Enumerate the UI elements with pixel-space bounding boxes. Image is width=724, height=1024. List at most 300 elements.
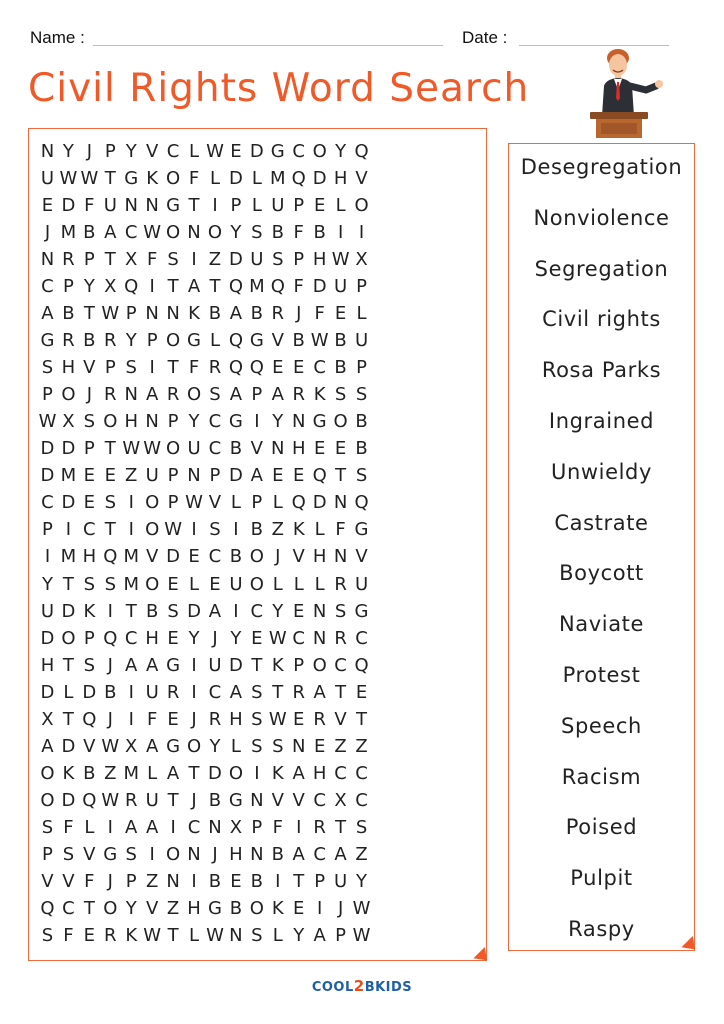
- grid-letter[interactable]: L: [272, 924, 283, 946]
- grid-letter[interactable]: J: [296, 303, 302, 325]
- grid-letter[interactable]: R: [166, 681, 180, 703]
- grid-letter[interactable]: K: [188, 303, 200, 325]
- grid-letter[interactable]: E: [293, 465, 305, 487]
- grid-letter[interactable]: C: [124, 627, 138, 649]
- grid-letter[interactable]: I: [191, 681, 197, 703]
- grid-letter[interactable]: V: [355, 168, 368, 190]
- grid-letter[interactable]: W: [59, 168, 78, 190]
- grid-letter[interactable]: N: [271, 438, 285, 460]
- grid-letter[interactable]: C: [250, 600, 264, 622]
- grid-letter[interactable]: W: [268, 627, 287, 649]
- grid-letter[interactable]: N: [124, 195, 138, 217]
- grid-letter[interactable]: Y: [230, 627, 242, 649]
- grid-letter[interactable]: T: [104, 168, 116, 190]
- grid-letter[interactable]: N: [166, 870, 180, 892]
- grid-letter[interactable]: F: [146, 708, 158, 730]
- grid-letter[interactable]: Q: [82, 708, 97, 730]
- grid-letter[interactable]: A: [229, 303, 243, 325]
- grid-letter[interactable]: P: [167, 411, 179, 433]
- grid-letter[interactable]: O: [61, 384, 76, 406]
- grid-letter[interactable]: N: [333, 492, 348, 514]
- grid-letter[interactable]: P: [293, 654, 305, 676]
- grid-letter[interactable]: Y: [335, 141, 347, 163]
- grid-letter[interactable]: D: [208, 762, 222, 784]
- grid-letter[interactable]: F: [188, 168, 200, 190]
- grid-letter[interactable]: X: [104, 276, 117, 298]
- grid-letter[interactable]: F: [188, 357, 200, 379]
- grid-letter[interactable]: O: [103, 897, 118, 919]
- grid-letter[interactable]: T: [62, 654, 74, 676]
- grid-letter[interactable]: B: [250, 303, 264, 325]
- grid-letter[interactable]: Q: [82, 789, 97, 811]
- grid-letter[interactable]: C: [313, 843, 326, 865]
- grid-letter[interactable]: P: [251, 384, 263, 406]
- grid-letter[interactable]: R: [292, 384, 305, 406]
- grid-letter[interactable]: S: [251, 708, 263, 730]
- grid-letter[interactable]: S: [41, 357, 54, 379]
- grid-letter[interactable]: R: [104, 924, 117, 946]
- grid-letter[interactable]: O: [145, 573, 160, 595]
- grid-letter[interactable]: Q: [291, 168, 306, 190]
- grid-letter[interactable]: D: [228, 465, 243, 487]
- grid-letter[interactable]: U: [354, 573, 369, 595]
- grid-letter[interactable]: E: [167, 708, 179, 730]
- grid-letter[interactable]: A: [271, 384, 284, 406]
- grid-letter[interactable]: A: [292, 843, 305, 865]
- grid-letter[interactable]: N: [187, 222, 201, 244]
- grid-letter[interactable]: A: [125, 816, 138, 838]
- grid-letter[interactable]: O: [228, 762, 243, 784]
- grid-letter[interactable]: K: [313, 384, 326, 406]
- grid-letter[interactable]: G: [249, 330, 264, 352]
- grid-letter[interactable]: T: [335, 681, 347, 703]
- grid-letter[interactable]: I: [317, 897, 323, 919]
- grid-letter[interactable]: P: [42, 384, 53, 406]
- grid-letter[interactable]: E: [83, 492, 96, 514]
- grid-letter[interactable]: R: [166, 384, 180, 406]
- grid-letter[interactable]: L: [230, 492, 241, 514]
- grid-letter[interactable]: F: [63, 816, 74, 838]
- grid-letter[interactable]: Y: [272, 411, 284, 433]
- grid-letter[interactable]: I: [149, 843, 155, 865]
- grid-letter[interactable]: T: [335, 465, 347, 487]
- grid-letter[interactable]: D: [40, 627, 55, 649]
- grid-letter[interactable]: G: [228, 411, 243, 433]
- grid-letter[interactable]: H: [333, 168, 348, 190]
- grid-letter[interactable]: N: [250, 789, 264, 811]
- grid-letter[interactable]: S: [41, 816, 54, 838]
- grid-letter[interactable]: R: [334, 573, 347, 595]
- grid-letter[interactable]: D: [61, 438, 76, 460]
- grid-letter[interactable]: E: [83, 465, 96, 487]
- grid-letter[interactable]: Y: [125, 330, 137, 352]
- grid-letter[interactable]: N: [145, 411, 159, 433]
- grid-letter[interactable]: D: [312, 492, 327, 514]
- grid-letter[interactable]: R: [62, 330, 75, 352]
- grid-letter[interactable]: A: [166, 762, 180, 784]
- grid-letter[interactable]: D: [228, 654, 243, 676]
- grid-letter[interactable]: A: [145, 816, 159, 838]
- grid-letter[interactable]: F: [293, 276, 304, 298]
- grid-letter[interactable]: T: [209, 276, 221, 298]
- grid-letter[interactable]: L: [189, 924, 200, 946]
- grid-letter[interactable]: W: [101, 735, 120, 757]
- grid-letter[interactable]: Y: [188, 627, 200, 649]
- grid-letter[interactable]: M: [123, 546, 139, 568]
- grid-letter[interactable]: O: [186, 384, 202, 406]
- grid-letter[interactable]: F: [84, 870, 95, 892]
- grid-letter[interactable]: N: [291, 411, 306, 433]
- grid-letter[interactable]: E: [272, 465, 284, 487]
- grid-letter[interactable]: L: [251, 168, 262, 190]
- grid-letter[interactable]: P: [356, 276, 367, 298]
- grid-letter[interactable]: J: [212, 843, 218, 865]
- grid-letter[interactable]: B: [62, 303, 75, 325]
- grid-letter[interactable]: B: [83, 222, 96, 244]
- grid-letter[interactable]: T: [83, 897, 95, 919]
- grid-letter[interactable]: X: [355, 249, 368, 271]
- grid-letter[interactable]: J: [86, 141, 92, 163]
- grid-letter[interactable]: V: [62, 870, 75, 892]
- grid-letter[interactable]: Q: [103, 627, 118, 649]
- grid-letter[interactable]: U: [187, 438, 201, 460]
- grid-letter[interactable]: L: [293, 573, 304, 595]
- grid-letter[interactable]: P: [251, 816, 263, 838]
- grid-letter[interactable]: G: [166, 735, 181, 757]
- grid-letter[interactable]: P: [83, 249, 95, 271]
- grid-letter[interactable]: P: [104, 141, 116, 163]
- grid-letter[interactable]: B: [292, 330, 305, 352]
- grid-letter[interactable]: G: [103, 843, 118, 865]
- grid-letter[interactable]: I: [233, 600, 239, 622]
- grid-letter[interactable]: V: [292, 546, 305, 568]
- grid-letter[interactable]: W: [38, 411, 57, 433]
- grid-letter[interactable]: L: [209, 330, 220, 352]
- grid-letter[interactable]: R: [124, 789, 138, 811]
- grid-letter[interactable]: G: [270, 141, 285, 163]
- grid-letter[interactable]: C: [313, 357, 326, 379]
- grid-letter[interactable]: O: [312, 654, 327, 676]
- grid-letter[interactable]: Y: [62, 141, 74, 163]
- grid-letter[interactable]: F: [84, 195, 95, 217]
- grid-letter[interactable]: K: [271, 654, 284, 676]
- letter-grid[interactable]: [37, 138, 477, 949]
- grid-letter[interactable]: C: [334, 762, 347, 784]
- grid-letter[interactable]: A: [41, 735, 54, 757]
- grid-letter[interactable]: S: [104, 573, 116, 595]
- grid-letter[interactable]: E: [251, 627, 263, 649]
- grid-letter[interactable]: Q: [312, 465, 327, 487]
- grid-letter[interactable]: A: [145, 384, 159, 406]
- grid-letter[interactable]: I: [65, 519, 72, 541]
- grid-letter[interactable]: C: [355, 627, 368, 649]
- grid-letter[interactable]: I: [107, 816, 113, 838]
- grid-letter[interactable]: T: [167, 789, 179, 811]
- grid-letter[interactable]: S: [251, 924, 263, 946]
- grid-letter[interactable]: O: [354, 195, 369, 217]
- grid-letter[interactable]: U: [208, 654, 222, 676]
- grid-letter[interactable]: H: [312, 762, 327, 784]
- grid-letter[interactable]: H: [124, 411, 138, 433]
- grid-letter[interactable]: R: [334, 627, 347, 649]
- grid-letter[interactable]: P: [125, 303, 137, 325]
- grid-letter[interactable]: W: [352, 897, 371, 919]
- grid-letter[interactable]: D: [40, 438, 55, 460]
- grid-letter[interactable]: A: [187, 276, 201, 298]
- grid-letter[interactable]: S: [251, 222, 263, 244]
- grid-letter[interactable]: Z: [166, 897, 180, 919]
- grid-letter[interactable]: H: [312, 546, 327, 568]
- grid-letter[interactable]: I: [128, 681, 134, 703]
- grid-letter[interactable]: W: [164, 519, 182, 541]
- grid-letter[interactable]: G: [312, 411, 327, 433]
- grid-letter[interactable]: H: [229, 708, 243, 730]
- grid-letter[interactable]: T: [104, 249, 116, 271]
- grid-letter[interactable]: B: [355, 411, 368, 433]
- grid-letter[interactable]: U: [334, 870, 348, 892]
- grid-letter[interactable]: R: [313, 816, 326, 838]
- grid-letter[interactable]: R: [208, 357, 222, 379]
- grid-letter[interactable]: T: [62, 573, 74, 595]
- grid-letter[interactable]: S: [355, 465, 368, 487]
- grid-letter[interactable]: N: [40, 141, 55, 163]
- grid-letter[interactable]: A: [145, 654, 159, 676]
- grid-letter[interactable]: V: [83, 735, 96, 757]
- grid-letter[interactable]: B: [229, 897, 243, 919]
- grid-letter[interactable]: L: [314, 573, 325, 595]
- grid-letter[interactable]: I: [128, 519, 134, 541]
- grid-letter[interactable]: C: [62, 897, 75, 919]
- grid-letter[interactable]: I: [191, 519, 197, 541]
- grid-letter[interactable]: O: [312, 141, 327, 163]
- grid-letter[interactable]: J: [107, 870, 113, 892]
- grid-letter[interactable]: T: [83, 303, 95, 325]
- grid-letter[interactable]: O: [40, 789, 55, 811]
- grid-letter[interactable]: R: [208, 708, 222, 730]
- grid-letter[interactable]: D: [228, 249, 243, 271]
- grid-letter[interactable]: O: [103, 411, 118, 433]
- grid-letter[interactable]: M: [60, 465, 77, 487]
- grid-letter[interactable]: P: [356, 357, 367, 379]
- grid-letter[interactable]: P: [83, 627, 95, 649]
- grid-letter[interactable]: C: [166, 141, 180, 163]
- grid-letter[interactable]: J: [337, 897, 344, 919]
- grid-letter[interactable]: W: [143, 438, 162, 460]
- grid-letter[interactable]: G: [354, 519, 369, 541]
- grid-letter[interactable]: C: [292, 141, 305, 163]
- grid-letter[interactable]: I: [170, 816, 176, 838]
- grid-letter[interactable]: S: [41, 924, 54, 946]
- grid-letter[interactable]: R: [292, 681, 305, 703]
- grid-letter[interactable]: H: [187, 897, 201, 919]
- grid-letter[interactable]: W: [352, 924, 371, 946]
- grid-letter[interactable]: B: [83, 330, 96, 352]
- grid-letter[interactable]: S: [83, 654, 96, 676]
- grid-letter[interactable]: T: [167, 276, 179, 298]
- grid-letter[interactable]: Y: [293, 924, 305, 946]
- grid-letter[interactable]: Q: [228, 276, 243, 298]
- grid-letter[interactable]: C: [124, 222, 138, 244]
- grid-letter[interactable]: A: [313, 681, 326, 703]
- grid-letter[interactable]: T: [62, 708, 74, 730]
- grid-letter[interactable]: B: [208, 789, 222, 811]
- grid-letter[interactable]: F: [314, 303, 325, 325]
- grid-letter[interactable]: C: [334, 654, 347, 676]
- grid-letter[interactable]: X: [125, 249, 138, 271]
- grid-letter[interactable]: N: [333, 546, 348, 568]
- grid-letter[interactable]: A: [104, 222, 117, 244]
- grid-letter[interactable]: B: [355, 438, 368, 460]
- grid-letter[interactable]: T: [167, 924, 179, 946]
- grid-letter[interactable]: D: [82, 681, 97, 703]
- grid-letter[interactable]: P: [251, 492, 263, 514]
- grid-letter[interactable]: T: [293, 870, 305, 892]
- grid-letter[interactable]: O: [166, 438, 181, 460]
- grid-letter[interactable]: E: [355, 681, 368, 703]
- grid-letter[interactable]: N: [208, 816, 222, 838]
- grid-letter[interactable]: S: [209, 384, 221, 406]
- grid-letter[interactable]: K: [62, 762, 75, 784]
- grid-letter[interactable]: B: [208, 870, 222, 892]
- grid-letter[interactable]: V: [41, 870, 54, 892]
- grid-letter[interactable]: P: [62, 276, 74, 298]
- grid-letter[interactable]: V: [145, 546, 159, 568]
- grid-letter[interactable]: K: [146, 168, 159, 190]
- grid-letter[interactable]: E: [313, 438, 326, 460]
- grid-letter[interactable]: O: [166, 168, 181, 190]
- grid-letter[interactable]: C: [83, 519, 96, 541]
- grid-letter[interactable]: D: [61, 195, 76, 217]
- grid-letter[interactable]: C: [208, 411, 222, 433]
- grid-letter[interactable]: D: [312, 276, 327, 298]
- grid-letter[interactable]: P: [209, 465, 221, 487]
- grid-letter[interactable]: S: [167, 600, 179, 622]
- grid-letter[interactable]: P: [42, 843, 53, 865]
- grid-letter[interactable]: K: [83, 600, 96, 622]
- grid-letter[interactable]: E: [334, 303, 347, 325]
- grid-letter[interactable]: P: [335, 924, 347, 946]
- grid-letter[interactable]: L: [147, 762, 158, 784]
- grid-letter[interactable]: T: [251, 654, 263, 676]
- grid-letter[interactable]: G: [166, 654, 181, 676]
- grid-letter[interactable]: E: [230, 141, 242, 163]
- grid-letter[interactable]: D: [40, 681, 55, 703]
- grid-letter[interactable]: I: [191, 870, 197, 892]
- grid-letter[interactable]: I: [149, 276, 155, 298]
- grid-letter[interactable]: F: [272, 816, 283, 838]
- grid-letter[interactable]: P: [167, 465, 179, 487]
- grid-letter[interactable]: O: [145, 519, 160, 541]
- grid-letter[interactable]: O: [333, 411, 348, 433]
- grid-letter[interactable]: E: [104, 465, 116, 487]
- grid-letter[interactable]: E: [293, 897, 305, 919]
- grid-letter[interactable]: L: [84, 816, 95, 838]
- grid-letter[interactable]: Z: [125, 465, 138, 487]
- grid-letter[interactable]: I: [296, 816, 302, 838]
- grid-letter[interactable]: U: [354, 330, 369, 352]
- grid-letter[interactable]: P: [293, 249, 305, 271]
- grid-letter[interactable]: N: [145, 195, 159, 217]
- grid-letter[interactable]: V: [208, 492, 222, 514]
- grid-letter[interactable]: G: [207, 897, 222, 919]
- grid-letter[interactable]: L: [356, 303, 367, 325]
- grid-letter[interactable]: I: [44, 546, 51, 568]
- grid-letter[interactable]: E: [83, 924, 96, 946]
- grid-letter[interactable]: T: [104, 438, 116, 460]
- grid-letter[interactable]: B: [334, 357, 347, 379]
- grid-letter[interactable]: U: [334, 276, 348, 298]
- grid-letter[interactable]: Q: [354, 492, 369, 514]
- grid-letter[interactable]: S: [125, 357, 137, 379]
- grid-letter[interactable]: X: [62, 411, 75, 433]
- grid-letter[interactable]: Q: [291, 492, 306, 514]
- grid-letter[interactable]: Y: [125, 141, 137, 163]
- grid-letter[interactable]: U: [103, 195, 117, 217]
- grid-letter[interactable]: L: [314, 519, 325, 541]
- grid-letter[interactable]: J: [44, 222, 51, 244]
- grid-letter[interactable]: O: [207, 222, 223, 244]
- grid-letter[interactable]: V: [355, 546, 368, 568]
- grid-letter[interactable]: S: [83, 411, 96, 433]
- grid-letter[interactable]: Q: [228, 357, 243, 379]
- grid-letter[interactable]: Y: [230, 222, 242, 244]
- grid-letter[interactable]: X: [41, 708, 54, 730]
- grid-letter[interactable]: L: [189, 141, 200, 163]
- grid-letter[interactable]: L: [209, 168, 220, 190]
- grid-letter[interactable]: S: [272, 735, 284, 757]
- grid-letter[interactable]: E: [293, 708, 305, 730]
- grid-letter[interactable]: P: [83, 438, 95, 460]
- grid-letter[interactable]: E: [230, 870, 242, 892]
- grid-letter[interactable]: I: [107, 600, 113, 622]
- grid-letter[interactable]: J: [191, 708, 197, 730]
- grid-letter[interactable]: G: [354, 600, 369, 622]
- grid-letter[interactable]: O: [40, 762, 55, 784]
- grid-letter[interactable]: U: [145, 465, 159, 487]
- grid-letter[interactable]: A: [313, 924, 326, 946]
- grid-letter[interactable]: I: [212, 195, 218, 217]
- grid-letter[interactable]: D: [61, 789, 76, 811]
- grid-letter[interactable]: I: [191, 654, 197, 676]
- grid-letter[interactable]: A: [41, 303, 54, 325]
- grid-letter[interactable]: I: [128, 492, 134, 514]
- grid-letter[interactable]: J: [212, 627, 218, 649]
- grid-letter[interactable]: S: [355, 384, 368, 406]
- grid-letter[interactable]: N: [187, 843, 201, 865]
- grid-letter[interactable]: Y: [83, 276, 95, 298]
- grid-letter[interactable]: X: [334, 789, 347, 811]
- grid-letter[interactable]: E: [313, 195, 326, 217]
- grid-letter[interactable]: O: [61, 627, 76, 649]
- grid-letter[interactable]: U: [145, 681, 159, 703]
- grid-letter[interactable]: C: [292, 627, 305, 649]
- grid-letter[interactable]: Y: [272, 600, 284, 622]
- grid-letter[interactable]: V: [271, 330, 284, 352]
- grid-letter[interactable]: N: [312, 627, 327, 649]
- grid-letter[interactable]: N: [166, 303, 180, 325]
- grid-letter[interactable]: S: [167, 249, 179, 271]
- grid-letter[interactable]: W: [310, 330, 329, 352]
- grid-letter[interactable]: E: [293, 357, 305, 379]
- grid-letter[interactable]: Q: [40, 897, 55, 919]
- grid-letter[interactable]: S: [334, 600, 347, 622]
- grid-letter[interactable]: T: [356, 708, 368, 730]
- grid-letter[interactable]: M: [249, 276, 265, 298]
- grid-letter[interactable]: D: [61, 492, 76, 514]
- grid-letter[interactable]: T: [125, 600, 137, 622]
- grid-letter[interactable]: Z: [355, 843, 368, 865]
- grid-letter[interactable]: R: [313, 708, 326, 730]
